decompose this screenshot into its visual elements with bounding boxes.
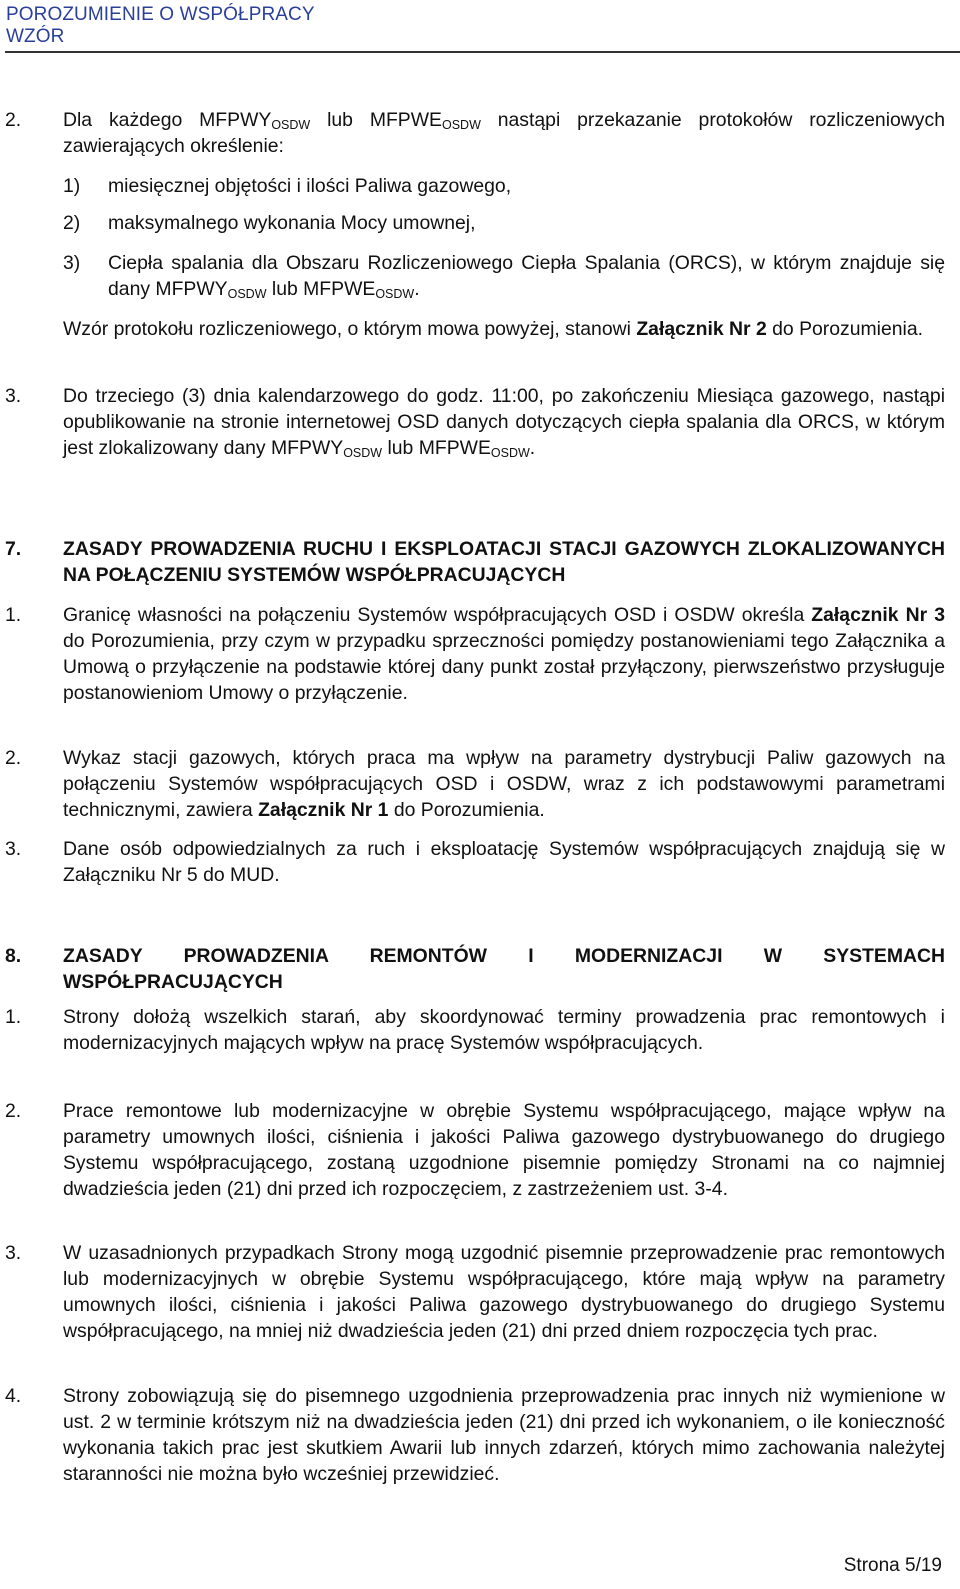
section-title: ZASADY PROWADZENIA REMONTÓW I MODERNIZACJI W SYSTEMACH WSPÓŁPRACUJĄCYCH <box>63 945 945 993</box>
item-number: 1. <box>5 604 22 626</box>
section-number: 7. <box>5 538 22 560</box>
item-text: Dane osób odpowiedzialnych za ruch i eksploatację Systemów współpracujących znajdują się w Załączniku Nr 5 do MUD. <box>63 838 945 886</box>
attachment-reference: Załącznik Nr 3 <box>811 604 945 626</box>
sublist-item <box>63 250 945 302</box>
item-text: Do trzeciego (3) dnia kalendarzowego do godz. 11:00, po zakończeniu Miesiąca gazowego, nastąpi opublikowanie na stronie internetowej OSD danych dotyczących ciepła spalania dla ORCS, w którym jest zlokalizowany dany $MFPWY_{OSDW}$ lub $MFPWE_{OSDW}$. <box>63 385 945 460</box>
attachment-reference: Załącznik Nr 2 <box>636 318 767 340</box>
paragraph-text: Wzór protokołu rozliczeniowego, o którym mowa powyżej, stanowi Załącznik Nr 2 do Porozumienia. <box>63 318 924 340</box>
item-text: Wykaz stacji gazowych, których praca ma wpływ na parametry dystrybucji Paliw gazowych na połączeniu Systemów współpracujących OSD i OSDW, wraz z ich podstawowymi parametrami technicznymi, zawiera Załącznik Nr 1 do Porozumienia. <box>63 747 945 821</box>
sublist-text: Ciepła spalania dla Obszaru Rozliczeniowego Ciepła Spalania (ORCS), w którym znajduje się dany $MFPWY_{OSDW}$ lub $MFPWE_{OSDW}$. <box>108 252 945 301</box>
item-number: 1. <box>5 1006 22 1028</box>
item-number: 3. <box>5 385 22 407</box>
list-item <box>5 745 945 823</box>
section-heading <box>5 536 945 588</box>
list-item <box>5 383 945 461</box>
item-text: W uzasadnionych przypadkach Strony mogą uzgodnić pisemnie przeprowadzenie prac remontowych lub modernizacyjnych w obrębie Systemu współpracującego, które mają wpływ na parametry umownych ilości, ciśnienia i jakości Paliwa gazowego dystrybuowanego do drugiego Systemu współpracującego, na mniej niż dwadzieścia jeden (21) dni przed dniem rozpoczęcia tych prac. <box>63 1242 945 1342</box>
sublist-text: miesięcznej objętości i ilości Paliwa gazowego, <box>108 175 512 197</box>
list-item <box>5 1240 945 1344</box>
list-item <box>5 602 945 706</box>
item-number: 2. <box>5 109 22 131</box>
sublist-number: 3) <box>63 252 81 274</box>
sublist-number: 1) <box>63 175 81 197</box>
document-header <box>6 4 960 48</box>
sublist-text: maksymalnego wykonania Mocy umownej, <box>108 212 476 234</box>
item-number: 2. <box>5 747 22 769</box>
paragraph <box>63 316 945 342</box>
item-text: Dla każdego $MFPWY_{OSDW}$ lub $MFPWE_{OSDW}$ nastąpi przekazanie protokołów rozliczeniowych zawierających określenie: <box>63 109 945 157</box>
header-subtitle: WZÓR <box>6 26 65 47</box>
item-number: 3. <box>5 838 22 860</box>
item-text: Strony dołożą wszelkich starań, aby skoordynować terminy prowadzenia prac remontowych i modernizacyjnych mających wpływ na pracę Systemów współpracujących. <box>63 1006 945 1054</box>
header-rule <box>5 51 960 53</box>
item-number: 4. <box>5 1385 22 1407</box>
header-title: POROZUMIENIE O WSPÓŁPRACY <box>6 4 315 25</box>
attachment-reference: Załącznik Nr 1 <box>258 799 389 821</box>
item-text: Prace remontowe lub modernizacyjne w obrębie Systemu współpracującego, mające wpływ na parametry umownych ilości, ciśnienia i jakości Paliwa gazowego dystrybuowanego do drugiego Systemu współpracującego, zostaną uzgodnione pisemnie pomiędzy Stronami na co najmniej dwadzieścia jeden (21) dni przed ich rozpoczęciem, z zastrzeżeniem ust. 3-4. <box>63 1100 945 1200</box>
item-number: 3. <box>5 1242 22 1264</box>
list-item <box>5 107 945 159</box>
list-item <box>5 1004 945 1056</box>
page-number: Strona 5/19 <box>843 1555 942 1576</box>
item-text: Strony zobowiązują się do pisemnego uzgodnienia przeprowadzenia prac innych niż wymienione w ust. 2 w terminie krótszym niż na dwadzieścia jeden (21) dni przed ich wykonaniem, o ile konieczność wykonania takich prac jest skutkiem Awarii lub innych zdarzeń, których mimo zachowania należytej staranności nie można było wcześniej przewidzieć. <box>63 1385 945 1485</box>
item-number: 2. <box>5 1100 22 1122</box>
list-item <box>5 836 945 888</box>
list-item <box>5 1383 945 1487</box>
section-heading <box>5 943 945 995</box>
sublist-item <box>63 210 943 236</box>
item-text: Granicę własności na połączeniu Systemów współpracujących OSD i OSDW określa Załącznik Nr 3 do Porozumienia, przy czym w przypadku sprzeczności pomiędzy postanowieniami tego Załącznika a Umową o przyłączenie na podstawie której dany punkt został przyłączony, pierwszeństwo przysługuje postanowieniom Umowy o przyłączenie. <box>63 604 945 704</box>
section-title: ZASADY PROWADZENIA RUCHU I EKSPLOATACJI STACJI GAZOWYCH ZLOKALIZOWANYCH NA POŁĄCZENIU SYSTEMÓW WSPÓŁPRACUJĄCYCH <box>63 538 945 586</box>
section-number: 8. <box>5 945 22 967</box>
sublist-number: 2) <box>63 212 81 234</box>
sublist-item <box>63 173 943 199</box>
list-item <box>5 1098 945 1202</box>
